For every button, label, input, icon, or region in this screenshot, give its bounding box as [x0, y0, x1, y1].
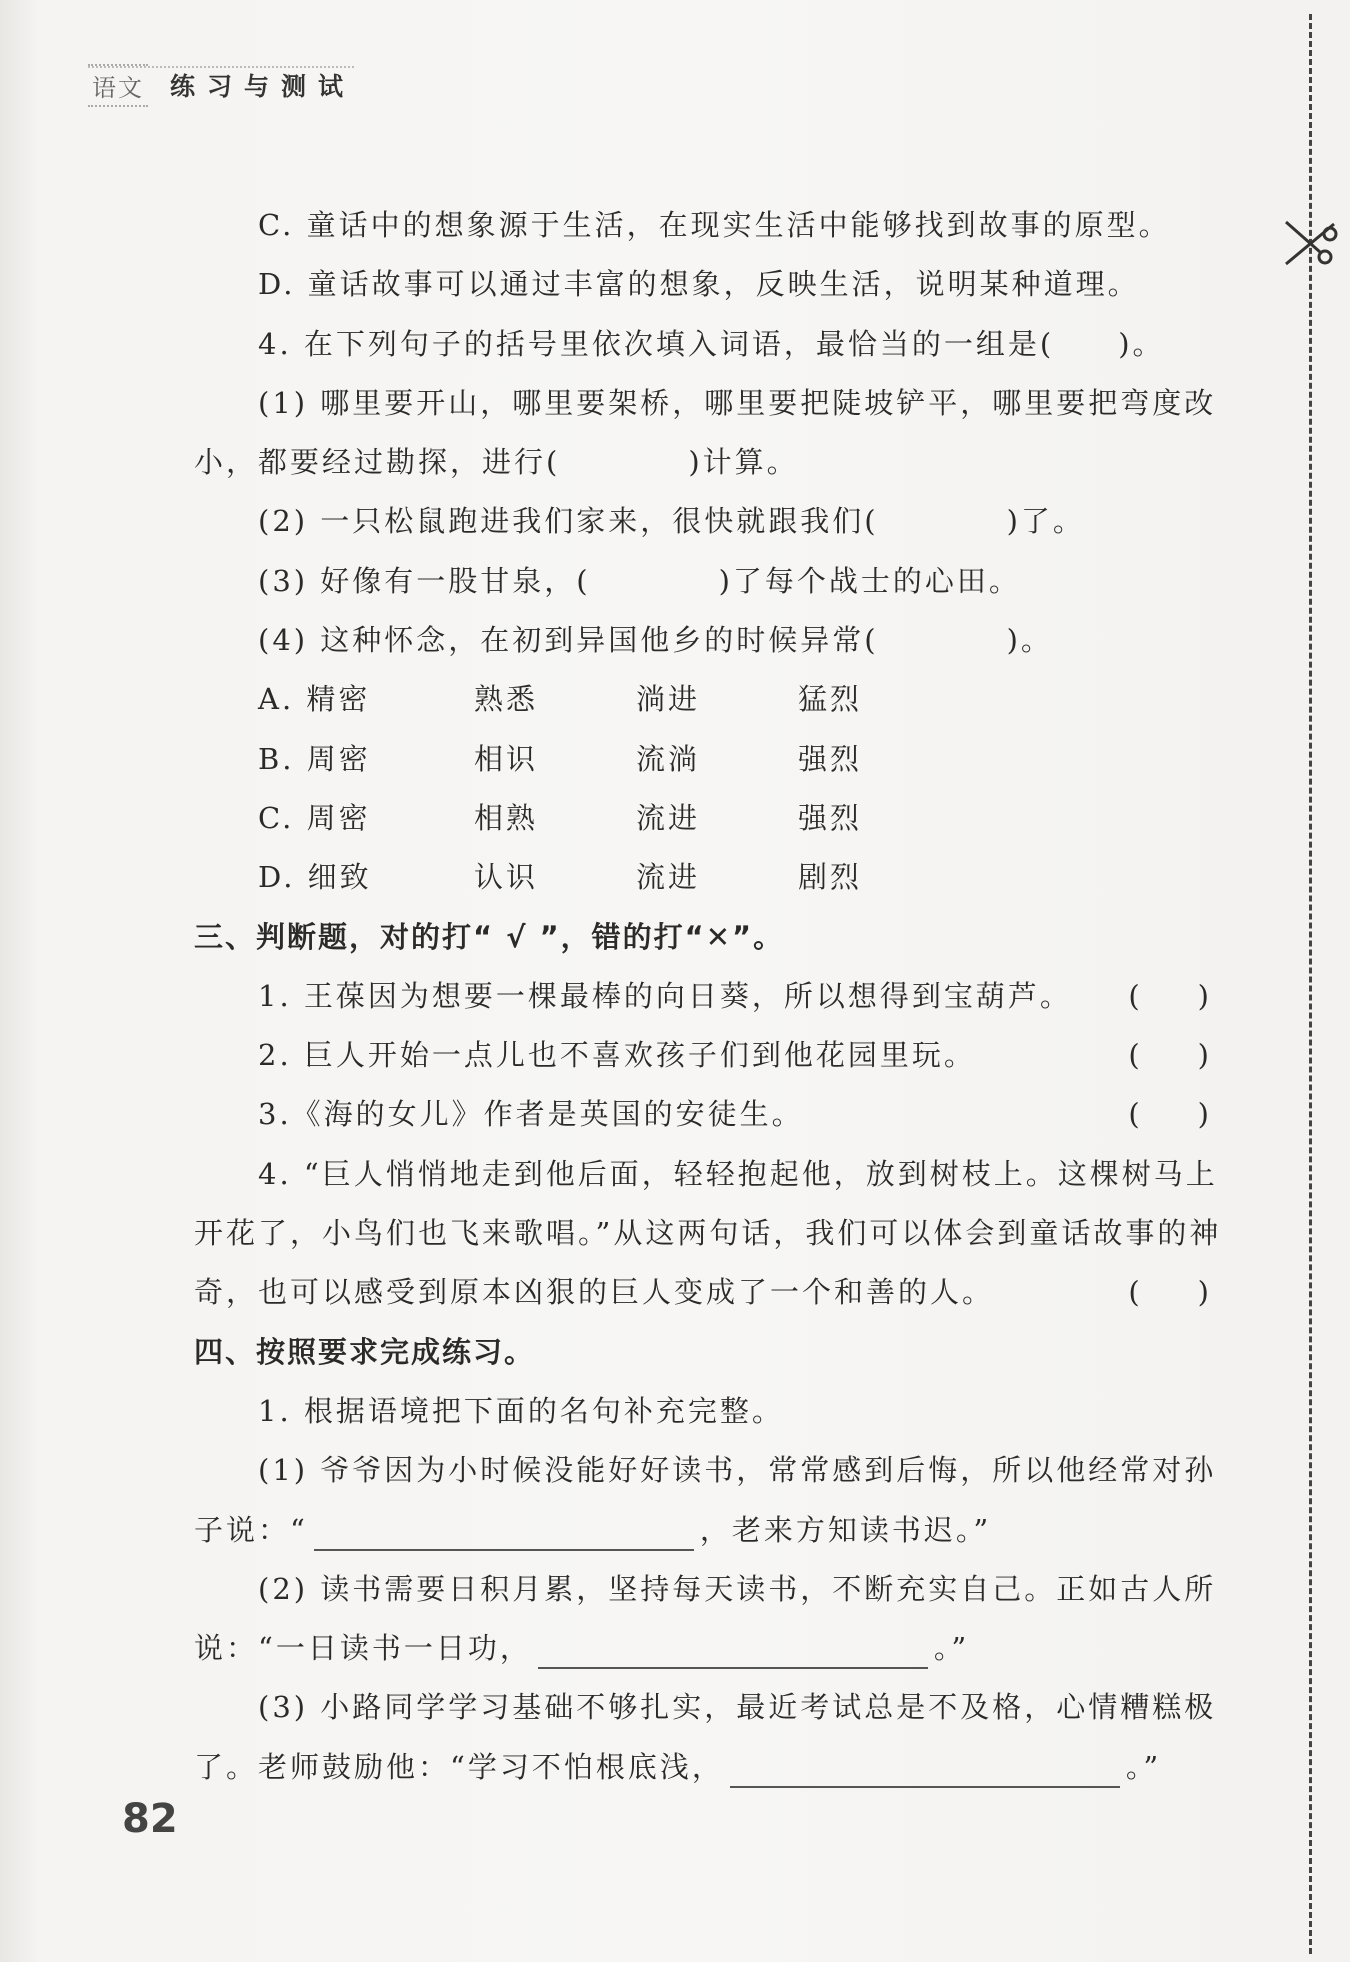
practice-1-1: (1) 爷爷因为小时候没能好好读书，常常感到后悔，所以他经常对孙: [258, 1453, 1217, 1488]
answer-parentheses[interactable]: ( ): [1128, 1097, 1209, 1132]
practice-1-3-cont: [194, 1738, 1209, 1797]
option-label: A. 精密: [258, 682, 371, 717]
page-content: [194, 196, 1222, 1797]
practice-1-3: (3) 小路同学学习基础不够扎实，最近考试总是不及格，心情糟糕极: [258, 1690, 1217, 1725]
q4-sentence-1-cont: 小，都要经过勘探，进行( )计算。: [194, 445, 799, 480]
option-word: 猛烈: [798, 682, 863, 717]
q4-option-c: [194, 789, 1209, 848]
option-word: 强烈: [798, 800, 863, 835]
judge-text: 1. 王葆因为想要一棵最棒的向日葵，所以想得到宝葫芦。: [258, 978, 1072, 1013]
page-header: [88, 62, 355, 108]
text-before-blank: 了。老师鼓励他：“学习不怕根底浅，: [194, 1749, 724, 1784]
option-word: 淌进: [636, 682, 701, 717]
practice-1-2: (2) 读书需要日积月累，坚持每天读书，不断充实自己。正如古人所: [258, 1571, 1217, 1606]
text-after-blank: 。”: [1125, 1749, 1162, 1784]
q3-option-c: C. 童话中的想象源于生活，在现实生活中能够找到故事的原型。: [258, 208, 1171, 242]
q4-option-b: [194, 730, 1209, 789]
option-label: D. 细致: [258, 860, 372, 895]
judge-item-4: 4. “巨人悄悄地走到他后面，轻轻抱起他，放到树枝上。这棵树马上: [258, 1156, 1218, 1191]
judge-text: 3.《海的女儿》作者是英国的安徒生。: [258, 1097, 804, 1132]
practice-1-stem: 1. 根据语境把下面的名句补充完整。: [258, 1393, 784, 1428]
judge-item-1: [194, 967, 1209, 1026]
answer-blank[interactable]: [314, 1513, 694, 1551]
option-word: 流进: [636, 800, 701, 835]
judge-text: 奇，也可以感受到原本凶狠的巨人变成了一个和善的人。: [194, 1275, 995, 1310]
option-word: 认识: [474, 860, 539, 895]
option-word: 强烈: [798, 741, 863, 776]
page-number: 82: [122, 1796, 178, 1842]
option-word: 流进: [636, 860, 701, 895]
q4-option-a: [194, 670, 1209, 729]
answer-parentheses[interactable]: ( ): [1128, 1275, 1209, 1310]
text-after-blank: ，老来方知读书迟。”: [699, 1512, 992, 1547]
q4-stem: 4. 在下列句子的括号里依次填入词语，最恰当的一组是( )。: [258, 326, 1165, 361]
text-before-blank: 说：“一日读书一日功，: [194, 1631, 532, 1666]
judge-item-4-cont: 开花了，小鸟们也飞来歌唱。”从这两句话，我们可以体会到童话故事的神: [194, 1216, 1222, 1251]
judge-item-2: [194, 1026, 1209, 1085]
judge-item-4-end: [194, 1263, 1209, 1322]
q3-option-d: D. 童话故事可以通过丰富的想象，反映生活，说明某种道理。: [258, 267, 1140, 302]
option-label: C. 周密: [258, 800, 371, 835]
answer-parentheses[interactable]: ( ): [1128, 978, 1209, 1013]
text-before-blank: 子说：“: [194, 1512, 308, 1547]
q4-option-d: [194, 848, 1209, 907]
judge-text: 2. 巨人开始一点儿也不喜欢孩子们到他花园里玩。: [258, 1038, 976, 1073]
cut-dashed-line: [1309, 14, 1312, 1954]
option-word: 剧烈: [798, 860, 863, 895]
section-3-title: 三、判断题，对的打“ √ ”，错的打“✕”。: [194, 919, 785, 954]
subject-label: 语文: [88, 64, 148, 107]
q4-sentence-3: (3) 好像有一股甘泉，( )了每个战士的心田。: [258, 563, 1021, 598]
scissors-icon: [1280, 212, 1340, 272]
q4-sentence-4: (4) 这种怀念，在初到异国他乡的时候异常( )。: [258, 623, 1053, 658]
practice-1-1-cont: [194, 1501, 1209, 1560]
answer-blank[interactable]: [730, 1750, 1120, 1788]
answer-blank[interactable]: [538, 1631, 928, 1669]
text-after-blank: 。”: [933, 1631, 970, 1666]
practice-1-2-cont: [194, 1619, 1209, 1678]
answer-parentheses[interactable]: ( ): [1128, 1038, 1209, 1073]
q4-sentence-1: (1) 哪里要开山，哪里要架桥，哪里要把陡坡铲平，哪里要把弯度改: [258, 385, 1217, 420]
q4-sentence-2: (2) 一只松鼠跑进我们家来，很快就跟我们( )了。: [258, 504, 1085, 539]
section-4-title: 四、按照要求完成练习。: [194, 1334, 536, 1369]
option-word: 相熟: [474, 800, 539, 835]
option-word: 相识: [474, 741, 539, 776]
judge-item-3: [194, 1085, 1209, 1144]
option-label: B. 周密: [258, 741, 371, 776]
series-title: 练习与测试: [170, 72, 356, 101]
option-word: 熟悉: [474, 682, 539, 717]
option-word: 流淌: [636, 741, 701, 776]
